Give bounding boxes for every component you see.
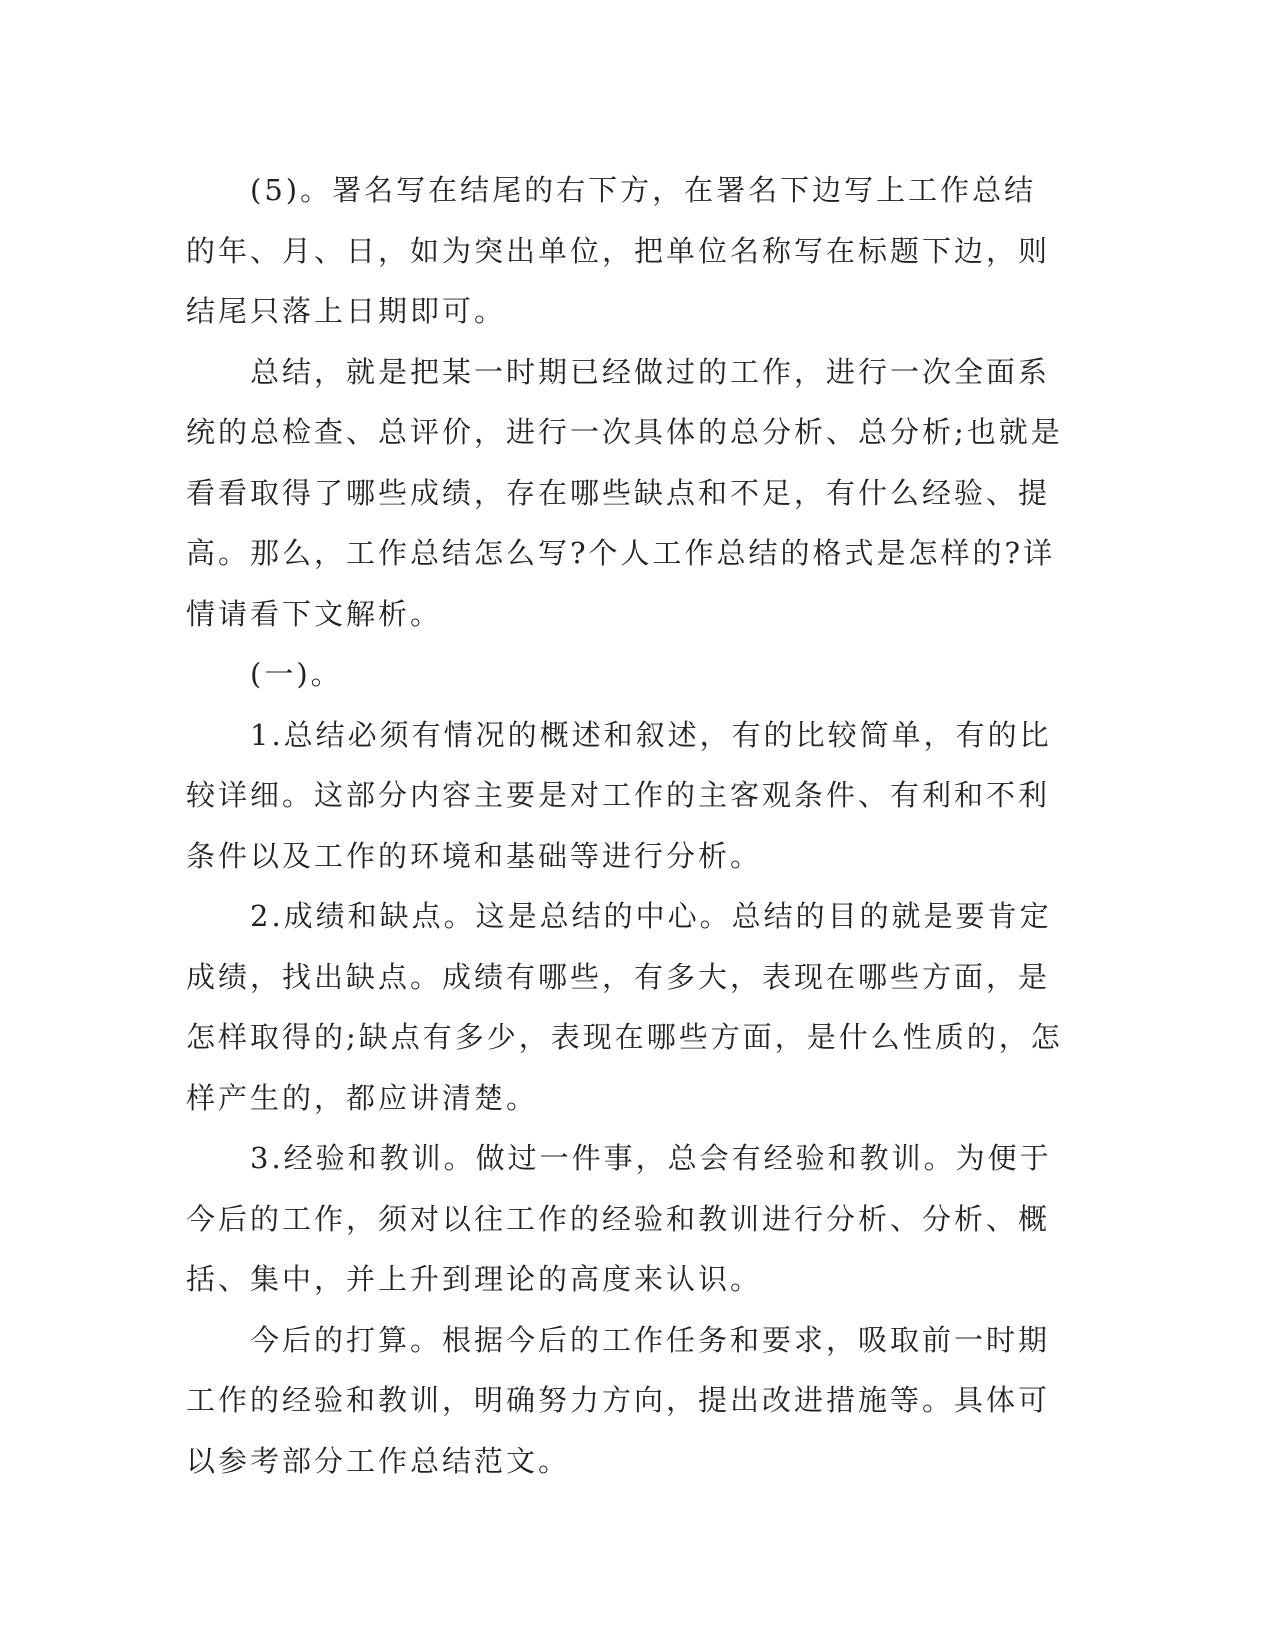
document-body [186,160,1066,1491]
paragraph-item-2: 2.成绩和缺点。这是总结的中心。总结的目的就是要肯定成绩，找出缺点。成绩有哪些，有多大，表现在哪些方面，是怎样取得的;缺点有多少，表现在哪些方面，是什么性质的，怎样产生的，都应讲清楚。 [186,899,1063,1115]
section-heading-one: (一)。 [186,657,343,691]
paragraph-item-3: 3.经验和教训。做过一件事，总会有经验和教训。为便于今后的工作，须对以往工作的经验和教训进行分析、分析、概括、集中，并上升到理论的高度来认识。 [186,1141,1052,1296]
paragraph-signature: (5)。署名写在结尾的右下方，在署名下边写上工作总结的年、月、日，如为突出单位，把单位名称写在标题下边，则结尾只落上日期即可。 [186,173,1051,328]
paragraph-intro: 总结，就是把某一时期已经做过的工作，进行一次全面系统的总检查、总评价，进行一次具体的总分析、总分析;也就是看看取得了哪些成绩，存在哪些缺点和不足，有什么经验、提高。那么，工作总结怎么写?个人工作总结的格式是怎样的?详情请看下文解析。 [186,354,1063,631]
paragraph-future-plan: 今后的打算。根据今后的工作任务和要求，吸取前一时期工作的经验和教训，明确努力方向，提出改进措施等。具体可以参考部分工作总结范文。 [186,1322,1051,1478]
paragraph-item-1: 1.总结必须有情况的概述和叙述，有的比较简单，有的比较详细。这部分内容主要是对工作的主客观条件、有利和不利条件以及工作的环境和基础等进行分析。 [186,717,1052,873]
